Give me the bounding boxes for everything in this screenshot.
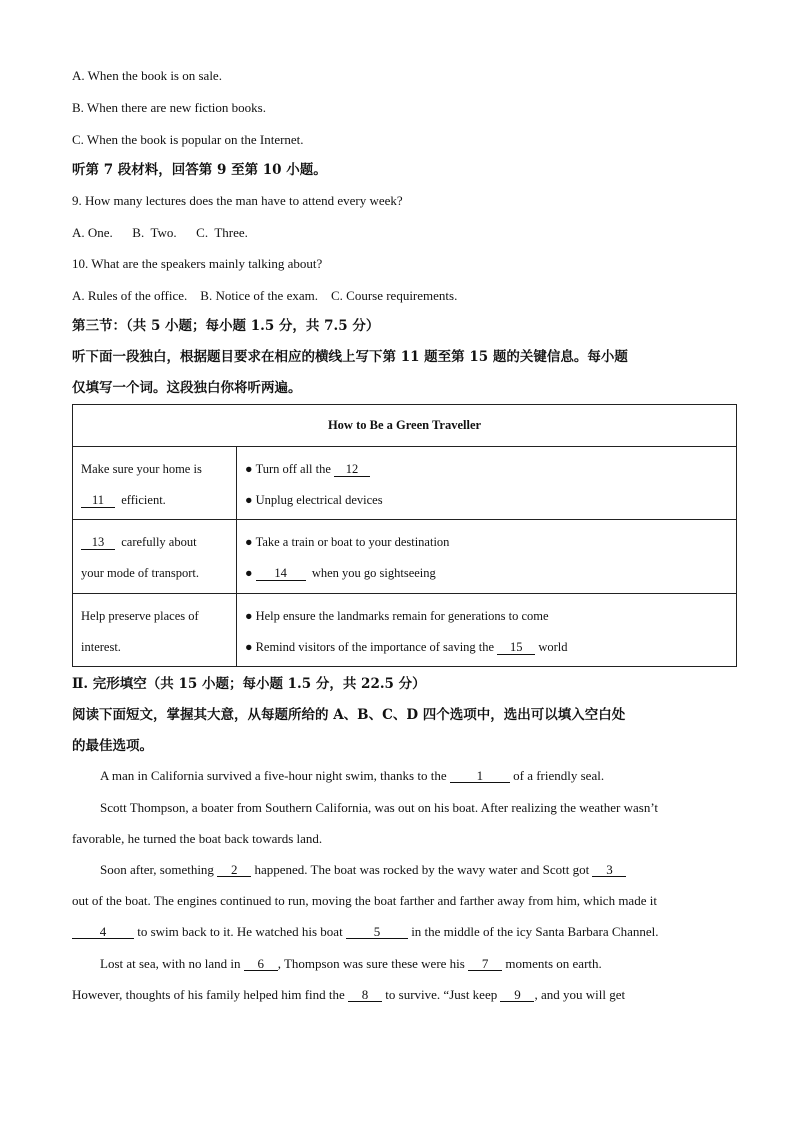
answer-blank-13[interactable]: 13 <box>81 536 115 550</box>
passage-text: to survive. “Just keep <box>385 987 498 1002</box>
answer-blank-11[interactable]: 11 <box>81 494 115 508</box>
q8-option-c: C. When the book is popular on the Internet. <box>72 132 304 147</box>
tip-line <box>245 608 728 624</box>
tip-line <box>245 534 728 550</box>
cloze-blank-8[interactable]: 8 <box>348 988 382 1002</box>
bullet-icon: ● <box>245 566 253 580</box>
passage-text: moments on earth. <box>505 956 602 971</box>
q10-question: 10. What are the speakers mainly talking about? <box>72 256 323 271</box>
passage-line: favorable, he turned the boat back towards land. <box>72 831 323 846</box>
answer-blank-12[interactable]: 12 <box>334 463 370 477</box>
table-cell-transport <box>73 520 237 594</box>
cloze-blank-9[interactable]: 9 <box>500 988 534 1002</box>
q8-option-a: A. When the book is on sale. <box>72 68 222 83</box>
passage-line: out of the boat. The engines continued to run, moving the boat farther and farther away from him, which made it <box>72 893 657 908</box>
table-cell-home-tips <box>237 447 737 520</box>
cloze-blank-2[interactable]: 2 <box>217 863 251 877</box>
table-cell-home <box>73 447 237 520</box>
q10-options: A. Rules of the office. B. Notice of the exam. C. Course requirements. <box>72 288 458 303</box>
table-row <box>73 447 737 520</box>
table-row <box>73 520 737 594</box>
passage-text: , and you will get <box>534 987 626 1002</box>
cell-text: efficient. <box>121 493 166 507</box>
cell-text <box>81 534 228 550</box>
part3-instruction-line2: 仅填写一个词。这段独白你将听两遍。 <box>72 380 302 396</box>
cloze-blank-1[interactable]: 1 <box>450 769 510 783</box>
passage-text: to swim back to it. He watched his boat <box>137 924 343 939</box>
cloze-blank-6[interactable]: 6 <box>244 957 278 971</box>
tip-line <box>245 461 728 477</box>
cell-text <box>81 492 228 508</box>
cell-text: Make sure your home is <box>81 462 202 476</box>
table-row <box>73 594 737 667</box>
passage-text: A man in California survived a five-hour night swim, thanks to the <box>100 768 447 783</box>
passage-text: Soon after, something <box>100 862 214 877</box>
passage-line <box>72 924 658 940</box>
passage-text: happened. The boat was rocked by the wavy water and Scott got <box>254 862 590 877</box>
bullet-icon: ● <box>245 535 253 549</box>
bullet-icon: ● <box>245 462 253 476</box>
tip-text: Take a train or boat to your destination <box>255 535 450 549</box>
passage-text: of a friendly seal. <box>513 768 605 783</box>
tip-text: Turn off all the <box>255 462 331 476</box>
bullet-icon: ● <box>245 640 253 654</box>
cell-text: Help preserve places of <box>81 609 199 623</box>
bullet-icon: ● <box>245 493 253 507</box>
tip-text: Unplug electrical devices <box>255 493 383 507</box>
passage-line: Scott Thompson, a boater from Southern California, was out on his boat. After realizing the weather wasn’t <box>100 800 659 815</box>
part2-instruction-line1: 阅读下面短文，掌握其大意，从每题所给的 A、B、C、D 四个选项中，选出可以填入空白处 <box>72 707 626 723</box>
table-cell-preserve <box>73 594 237 667</box>
passage-text: , Thompson was sure these were his <box>277 956 465 971</box>
green-traveller-table <box>72 404 737 667</box>
cell-text: your mode of transport. <box>81 566 200 580</box>
q9-question: 9. How many lectures does the man have to attend every week? <box>72 193 403 208</box>
tip-text: Help ensure the landmarks remain for generations to come <box>255 609 549 623</box>
part3-title: 第三节：（共 5 小题；每小题 1.5 分，共 7.5 分） <box>72 318 380 334</box>
cloze-blank-5[interactable]: 5 <box>346 925 408 939</box>
section7-instruction: 听第 7 段材料，回答第 9 至第 10 小题。 <box>72 162 327 178</box>
cell-text: carefully about <box>121 535 197 549</box>
q9-options: A. One. B. Two. C. Three. <box>72 225 248 240</box>
tip-text: world <box>538 640 568 654</box>
tip-line <box>245 639 728 655</box>
cloze-blank-4[interactable]: 4 <box>72 925 134 939</box>
table-title: How to Be a Green Traveller <box>73 405 737 447</box>
table-cell-preserve-tips <box>237 594 737 667</box>
passage-line <box>100 862 626 878</box>
part2-instruction-line2: 的最佳选项。 <box>72 738 153 754</box>
passage-line <box>100 956 602 972</box>
passage-line <box>100 768 604 784</box>
cloze-blank-7[interactable]: 7 <box>468 957 502 971</box>
passage-text: However, thoughts of his family helped him find the <box>72 987 345 1002</box>
cloze-blank-3[interactable]: 3 <box>592 863 626 877</box>
part3-instruction-line1: 听下面一段独白，根据题目要求在相应的横线上写下第 11 题至第 15 题的关键信息。每小题 <box>72 349 628 365</box>
table-cell-transport-tips <box>237 520 737 594</box>
answer-blank-15[interactable]: 15 <box>497 641 535 655</box>
passage-text: in the middle of the icy Santa Barbara Channel. <box>411 924 659 939</box>
part2-title: Ⅱ. 完形填空（共 15 小题；每小题 1.5 分，共 22.5 分） <box>72 676 426 692</box>
answer-blank-14[interactable]: 14 <box>256 567 306 581</box>
cell-text: interest. <box>81 640 121 654</box>
tip-text: Remind visitors of the importance of saving the <box>255 640 495 654</box>
passage-text: Lost at sea, with no land in <box>100 956 241 971</box>
bullet-icon: ● <box>245 609 253 623</box>
tip-line <box>245 492 728 508</box>
passage-line <box>72 987 625 1003</box>
tip-text: when you go sightseeing <box>311 566 436 580</box>
tip-line <box>245 565 728 581</box>
q8-option-b: B. When there are new fiction books. <box>72 100 266 115</box>
